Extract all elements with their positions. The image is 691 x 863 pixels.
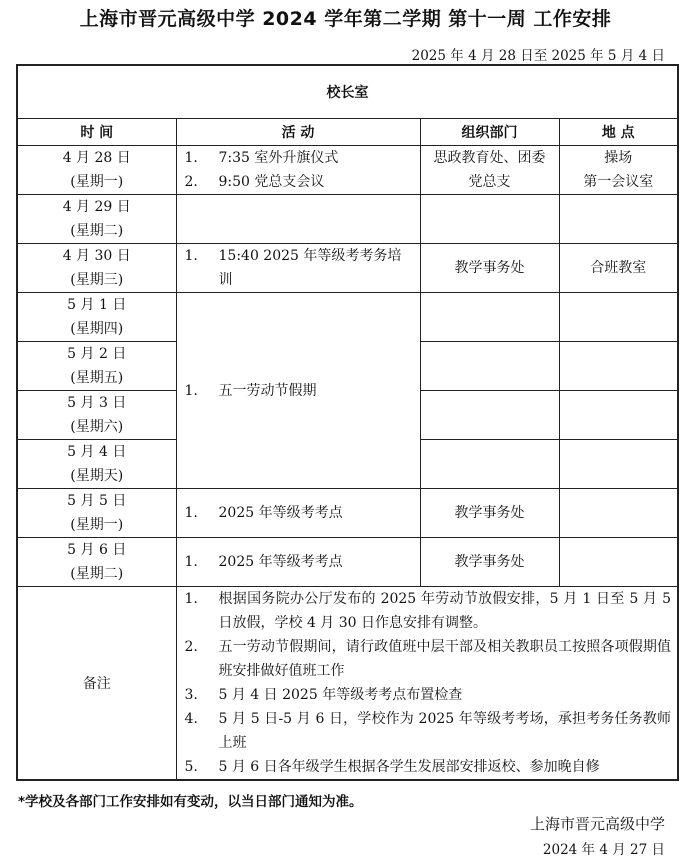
- dept-text: 党总支: [468, 174, 511, 190]
- place-text: 第一会议室: [583, 174, 654, 190]
- dept-text: 教学事务处: [454, 554, 525, 570]
- place-text: 合班教室: [590, 260, 647, 276]
- remark-text: 5 月 6 日各年级学生根据各学生发展部安排返校、参加晚自修: [218, 759, 600, 775]
- dept-cell: [420, 440, 559, 489]
- date-cell: [17, 195, 176, 244]
- weekday-text: (星期一): [70, 174, 124, 190]
- dept-text: 教学事务处: [454, 260, 525, 276]
- dept-cell: [420, 244, 559, 293]
- activity-text: 9:50 党总支会议: [218, 174, 325, 190]
- place-cell: [559, 244, 678, 293]
- weekday-text: (星期天): [70, 468, 124, 484]
- item-number: 3.: [184, 687, 198, 703]
- item-number: 2.: [184, 174, 198, 190]
- table-row: [17, 195, 678, 244]
- date-cell: [17, 293, 176, 342]
- holiday-activity-cell: [176, 293, 420, 489]
- school-signature: 上海市晋元高级中学: [529, 815, 665, 833]
- date-cell: [17, 342, 176, 391]
- remark-text: 5 月 5 日-5 月 6 日，学校作为 2025 年等级考考场，承担考务任务教师上班: [218, 711, 671, 751]
- header-row: [17, 119, 678, 146]
- item-number: 5.: [184, 759, 198, 775]
- activity-text: 7:35 室外升旗仪式: [218, 150, 339, 166]
- item-number: 1.: [184, 505, 198, 521]
- header-dept: 组织部门: [420, 119, 559, 146]
- place-cell: [559, 538, 678, 587]
- table-row: [17, 244, 678, 293]
- date-cell: [17, 391, 176, 440]
- place-cell: [559, 146, 678, 195]
- date-text: 4 月 29 日: [62, 199, 131, 215]
- place-cell: [559, 440, 678, 489]
- remark-text: 五一劳动节假期间，请行政值班中层干部及相关教职员工按照各项假期值班安排做好值班工作: [218, 639, 671, 679]
- date-cell: [17, 244, 176, 293]
- dept-text: 思政教育处、团委: [433, 150, 546, 166]
- place-cell: [559, 195, 678, 244]
- activity-text: 2025 年等级考考点: [218, 554, 343, 570]
- date-text: 5 月 6 日: [67, 542, 127, 558]
- header-time: 时 间: [17, 119, 176, 146]
- date-text: 4 月 28 日: [62, 150, 131, 166]
- item-number: 1.: [184, 591, 198, 607]
- weekday-text: (星期四): [70, 321, 124, 337]
- list-item: [177, 635, 678, 683]
- header-activity: 活 动: [176, 119, 420, 146]
- weekday-text: (星期二): [70, 223, 124, 239]
- weekday-text: (星期五): [70, 370, 124, 386]
- list-item: [177, 587, 678, 635]
- remarks-list: [176, 587, 678, 781]
- date-cell: [17, 538, 176, 587]
- weekday-text: (星期六): [70, 419, 124, 435]
- item-number: 4.: [184, 711, 198, 727]
- date-text: 5 月 1 日: [67, 297, 127, 313]
- item-number: 1.: [184, 554, 198, 570]
- dept-cell: [420, 538, 559, 587]
- remark-text: 根据国务院办公厅发布的 2025 年劳动节放假安排，5 月 1 日至 5 月 5 日放假，学校 4 月 30 日作息安排有调整。: [218, 591, 671, 631]
- place-cell: [559, 293, 678, 342]
- table-row: [17, 293, 678, 342]
- table-row: [17, 538, 678, 587]
- date-text: 4 月 30 日: [62, 248, 131, 264]
- table-row: [17, 146, 678, 195]
- remark-text: 5 月 4 日 2025 年等级考考点布置检查: [218, 687, 463, 703]
- place-cell: [559, 489, 678, 538]
- list-item: [177, 755, 678, 779]
- place-cell: [559, 391, 678, 440]
- header-place: 地 点: [559, 119, 678, 146]
- remarks-label: 备注: [17, 587, 176, 781]
- item-number: 2.: [184, 639, 198, 655]
- dept-cell: [420, 342, 559, 391]
- activity-cell: [176, 489, 420, 538]
- dept-cell: [420, 195, 559, 244]
- remarks-row: [17, 587, 678, 781]
- activity-cell: [176, 195, 420, 244]
- date-text: 5 月 4 日: [67, 444, 127, 460]
- date-text: 5 月 3 日: [67, 395, 127, 411]
- activity-text: 2025 年等级考考点: [218, 505, 343, 521]
- weekday-text: (星期二): [70, 566, 124, 582]
- list-item: [177, 707, 678, 755]
- dept-cell: [420, 489, 559, 538]
- office-heading: 校长室: [17, 65, 678, 119]
- date-text: 5 月 2 日: [67, 346, 127, 362]
- week-date-range: 2025 年 4 月 28 日至 2025 年 5 月 4 日: [411, 48, 665, 64]
- table-row: [17, 489, 678, 538]
- schedule-table: [16, 64, 679, 781]
- footnote: *学校及各部门工作安排如有变动，以当日部门通知为准。: [18, 794, 363, 810]
- item-number: 1.: [184, 248, 198, 264]
- activity-text: 15:40 2025 年等级考考务培训: [218, 248, 402, 288]
- date-cell: [17, 146, 176, 195]
- dept-cell: [420, 391, 559, 440]
- date-text: 5 月 5 日: [67, 493, 127, 509]
- dept-cell: [420, 146, 559, 195]
- weekday-text: (星期一): [70, 517, 124, 533]
- dept-cell: [420, 293, 559, 342]
- list-item: [177, 683, 678, 707]
- activity-text: 五一劳动节假期: [218, 382, 317, 399]
- activity-cell: [176, 244, 420, 293]
- issue-date: 2024 年 4 月 27 日: [542, 842, 665, 858]
- activity-cell: [176, 538, 420, 587]
- place-text: 操场: [604, 150, 633, 166]
- page-title: 上海市晋元高级中学 2024 学年第二学期 第十一周 工作安排: [79, 8, 612, 30]
- activity-cell: [176, 146, 420, 195]
- date-cell: [17, 440, 176, 489]
- place-cell: [559, 342, 678, 391]
- item-number: 1.: [184, 150, 198, 166]
- dept-text: 教学事务处: [454, 505, 525, 521]
- item-number: 1.: [184, 382, 198, 399]
- date-cell: [17, 489, 176, 538]
- weekday-text: (星期三): [70, 272, 124, 288]
